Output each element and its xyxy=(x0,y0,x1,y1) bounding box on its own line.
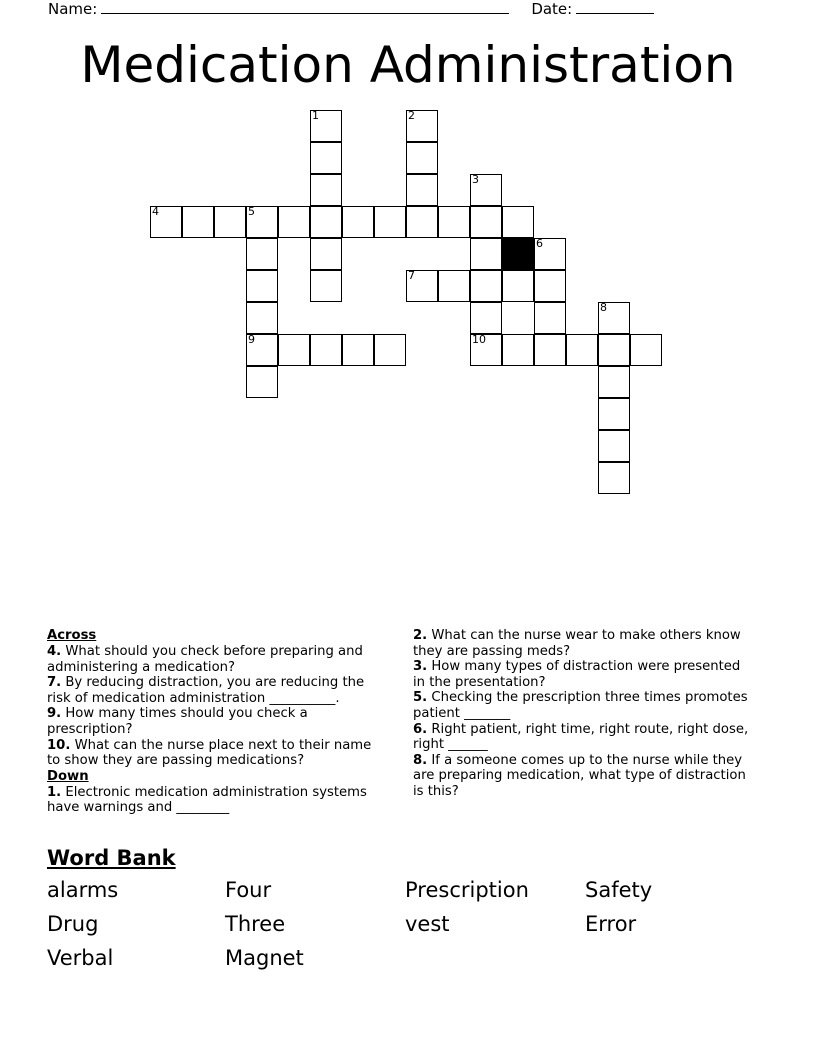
grid-cell[interactable] xyxy=(470,238,502,270)
clue-text: How many times should you check a prescription? xyxy=(47,706,308,737)
grid-cell[interactable] xyxy=(502,334,534,366)
grid-cell-number: 8 xyxy=(600,301,607,314)
clues-section xyxy=(47,628,769,828)
word-bank-title: Word Bank xyxy=(47,846,176,870)
grid-cell[interactable] xyxy=(182,206,214,238)
grid-cell[interactable] xyxy=(502,270,534,302)
grid-cell[interactable] xyxy=(470,270,502,302)
grid-cell[interactable] xyxy=(534,270,566,302)
grid-cell[interactable] xyxy=(406,270,438,302)
grid-cell[interactable] xyxy=(246,302,278,334)
grid-cell[interactable] xyxy=(598,462,630,494)
grid-cell[interactable] xyxy=(246,238,278,270)
grid-cell[interactable] xyxy=(406,110,438,142)
grid-cell[interactable] xyxy=(246,334,278,366)
clue-number: 6. xyxy=(413,721,428,737)
grid-cell[interactable] xyxy=(566,334,598,366)
clue-item xyxy=(413,659,753,690)
grid-block-cell xyxy=(502,238,534,270)
clue-number: 1. xyxy=(47,784,62,800)
across-heading: Across xyxy=(47,628,97,643)
down-clue-list-left xyxy=(47,785,387,816)
grid-cell[interactable] xyxy=(310,110,342,142)
word-bank-word[interactable]: Four xyxy=(225,878,272,902)
grid-cell[interactable] xyxy=(278,206,310,238)
grid-cell[interactable] xyxy=(310,142,342,174)
clue-item xyxy=(47,785,387,816)
crossword-grid xyxy=(0,0,816,520)
clue-text: What can the nurse wear to make others know they are passing meds? xyxy=(413,628,741,659)
clue-number: 7. xyxy=(47,675,62,691)
across-clue-list xyxy=(47,644,387,769)
clues-column-right xyxy=(413,628,753,800)
grid-cell[interactable] xyxy=(470,334,502,366)
grid-cell[interactable] xyxy=(470,206,502,238)
clue-item xyxy=(413,722,753,753)
grid-cell[interactable] xyxy=(502,206,534,238)
grid-cell-number: 3 xyxy=(472,173,479,186)
grid-cell[interactable] xyxy=(310,174,342,206)
clue-item xyxy=(413,753,753,800)
grid-cell[interactable] xyxy=(598,430,630,462)
word-bank-word[interactable]: vest xyxy=(405,912,450,936)
grid-cell[interactable] xyxy=(374,206,406,238)
grid-cell[interactable] xyxy=(406,174,438,206)
clue-text: What should you check before preparing and administering a medication? xyxy=(47,644,363,675)
grid-cell[interactable] xyxy=(630,334,662,366)
grid-cell[interactable] xyxy=(470,174,502,206)
grid-cell[interactable] xyxy=(150,206,182,238)
grid-cell[interactable] xyxy=(598,366,630,398)
clue-text: By reducing distraction, you are reducing the risk of medication administration __________. xyxy=(47,675,365,706)
clue-item xyxy=(47,675,387,706)
clue-item xyxy=(47,706,387,737)
clue-item xyxy=(413,628,753,659)
grid-cell[interactable] xyxy=(534,302,566,334)
grid-cell-number: 10 xyxy=(472,333,486,346)
grid-cell[interactable] xyxy=(438,270,470,302)
grid-cell[interactable] xyxy=(310,334,342,366)
word-bank-section xyxy=(47,845,769,973)
word-bank-word[interactable]: alarms xyxy=(47,878,119,902)
grid-cell[interactable] xyxy=(310,206,342,238)
clue-item xyxy=(413,690,753,721)
clue-number: 4. xyxy=(47,644,62,659)
grid-cell[interactable] xyxy=(406,206,438,238)
clue-item xyxy=(47,644,387,675)
grid-cell[interactable] xyxy=(246,366,278,398)
clue-number: 8. xyxy=(413,752,428,768)
grid-cell[interactable] xyxy=(534,334,566,366)
grid-cell[interactable] xyxy=(374,334,406,366)
grid-cell[interactable] xyxy=(598,302,630,334)
word-bank-word[interactable]: Three xyxy=(225,912,286,936)
clue-number: 9. xyxy=(47,706,62,722)
clue-number: 10. xyxy=(47,737,71,753)
clue-number: 3. xyxy=(413,659,428,675)
word-bank-word[interactable]: Error xyxy=(585,912,637,936)
clue-text: What can the nurse place next to their name to show they are passing medications? xyxy=(47,737,372,769)
clue-text: Right patient, right time, right route, right dose, right ______ xyxy=(413,721,749,753)
grid-cell[interactable] xyxy=(598,334,630,366)
word-bank-word[interactable]: Safety xyxy=(585,878,653,902)
word-bank-word[interactable]: Drug xyxy=(47,912,99,936)
grid-cell-number: 7 xyxy=(408,269,415,282)
name-label: Name: xyxy=(48,0,98,18)
grid-cell[interactable] xyxy=(214,206,246,238)
grid-cell[interactable] xyxy=(342,334,374,366)
grid-cell-number: 5 xyxy=(248,205,255,218)
clue-number: 2. xyxy=(413,628,428,643)
grid-cell-number: 9 xyxy=(248,333,255,346)
clues-column-left xyxy=(47,628,387,816)
grid-cell-number: 2 xyxy=(408,109,415,122)
grid-cell-number: 1 xyxy=(312,109,319,122)
grid-cell[interactable] xyxy=(470,302,502,334)
clue-number: 5. xyxy=(413,690,428,706)
clue-text: If a someone comes up to the nurse while they are preparing medication, what type of distraction is this? xyxy=(413,752,746,799)
clue-text: How many types of distraction were presented in the presentation? xyxy=(413,659,741,690)
grid-cell[interactable] xyxy=(438,206,470,238)
grid-cell[interactable] xyxy=(310,238,342,270)
grid-cell[interactable] xyxy=(534,238,566,270)
grid-cell[interactable] xyxy=(246,270,278,302)
date-label: Date: xyxy=(531,0,573,18)
grid-cell[interactable] xyxy=(406,142,438,174)
word-bank-word[interactable]: Prescription xyxy=(405,878,529,902)
grid-cell-number: 6 xyxy=(536,237,543,250)
word-bank-word[interactable]: Verbal xyxy=(47,946,114,970)
down-clue-list-right xyxy=(413,628,753,800)
grid-cell[interactable] xyxy=(246,206,278,238)
grid-cell[interactable] xyxy=(598,398,630,430)
grid-cell-number: 4 xyxy=(152,205,159,218)
clue-item xyxy=(47,738,387,769)
word-bank-list xyxy=(47,876,769,973)
grid-cell[interactable] xyxy=(342,206,374,238)
down-heading: Down xyxy=(47,768,89,784)
grid-cell[interactable] xyxy=(278,334,310,366)
page-title: Medication Administration xyxy=(80,36,736,94)
clue-text: Checking the prescription three times promotes patient _______ xyxy=(413,690,748,721)
clue-text: Electronic medication administration systems have warnings and ________ xyxy=(47,784,367,816)
grid-cell[interactable] xyxy=(310,270,342,302)
word-bank-word[interactable]: Magnet xyxy=(225,946,304,970)
